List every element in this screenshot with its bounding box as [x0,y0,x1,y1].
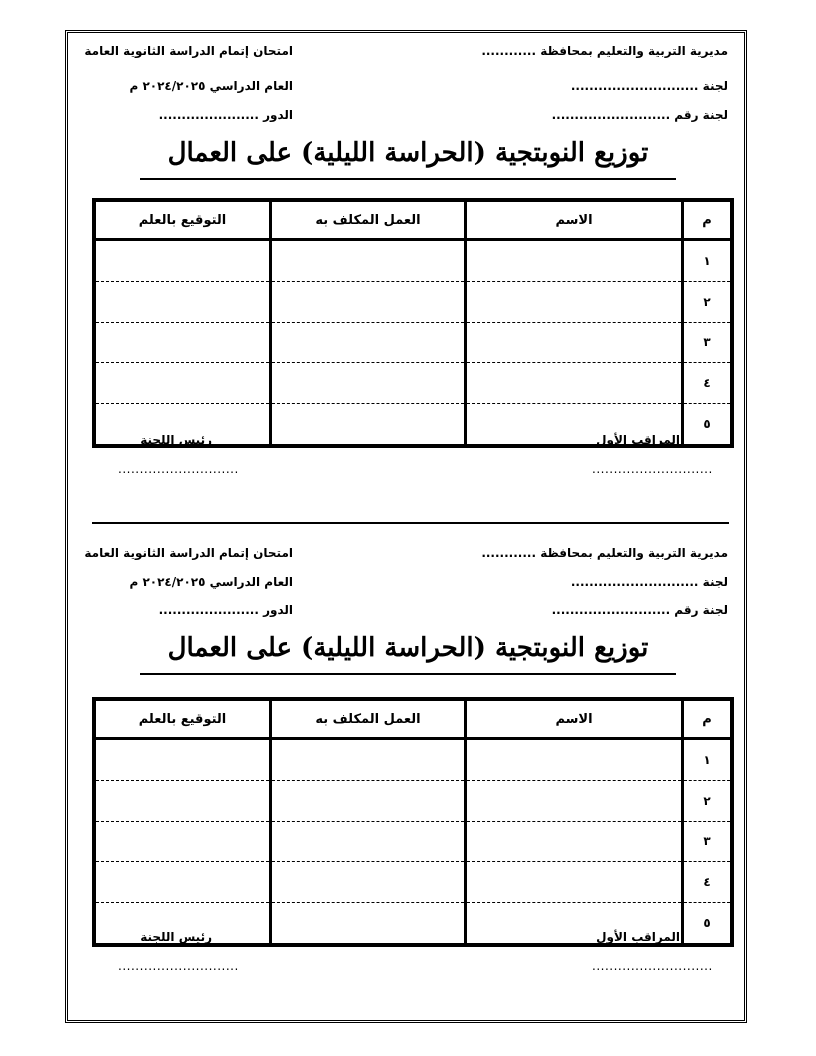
work-cell[interactable] [271,902,466,945]
committee-head-signature-line[interactable]: ............................ [118,959,239,973]
name-cell[interactable] [466,240,683,282]
signature-cell[interactable] [94,862,271,903]
committee-number-label: لجنة رقم .......................... [551,603,728,617]
table-row [94,240,732,282]
form-top [0,0,816,500]
work-cell[interactable] [271,862,466,903]
table-row [94,739,732,781]
col-header-name: الاسم [466,699,683,739]
work-cell[interactable] [271,281,466,322]
committee-head-label: رئيس اللجنة [140,433,212,447]
first-observer-label: المراقب الأول [596,930,680,944]
work-cell[interactable] [271,403,466,446]
exam-label: امتحان إتمام الدراسة الثانوية العامة [84,546,293,560]
work-cell[interactable] [271,363,466,404]
first-observer-signature-line[interactable]: ............................ [592,462,713,476]
form-title: توزيع النوبتجية (الحراسة الليلية) على العمال [167,633,649,663]
shift-table [92,697,734,947]
col-header-number: م [683,200,733,240]
name-cell[interactable] [466,739,683,781]
exam-label: امتحان إتمام الدراسة الثانوية العامة [84,44,293,58]
row-number: ٣ [683,821,733,862]
row-number: ٢ [683,281,733,322]
row-number: ٤ [683,363,733,404]
form-bottom [0,502,816,1002]
title-underline [140,178,676,180]
table-row [94,780,732,821]
committee-label: لجنة ............................ [570,575,728,589]
table-row [94,821,732,862]
row-number: ٢ [683,780,733,821]
row-number: ١ [683,240,733,282]
table-row [94,322,732,363]
row-number: ٥ [683,902,733,945]
signature-cell[interactable] [94,780,271,821]
work-cell[interactable] [271,240,466,282]
signature-cell[interactable] [94,821,271,862]
col-header-assigned-work: العمل المكلف به [271,200,466,240]
committee-head-label: رئيس اللجنة [140,930,212,944]
col-header-assigned-work: العمل المكلف به [271,699,466,739]
row-number: ٤ [683,862,733,903]
name-cell[interactable] [466,363,683,404]
first-observer-label: المراقب الأول [596,433,680,447]
col-header-name: الاسم [466,200,683,240]
row-number: ٣ [683,322,733,363]
row-number: ٥ [683,403,733,446]
form-title: توزيع النوبتجية (الحراسة الليلية) على العمال [167,138,649,168]
name-cell[interactable] [466,862,683,903]
row-number: ١ [683,739,733,781]
directorate-label: مديرية التربية والتعليم بمحافظة ............ [481,44,728,58]
academic-year-label: العام الدراسي ٢٠٢٤/٢٠٢٥ م [129,575,293,589]
col-header-signature: التوقيع بالعلم [94,699,271,739]
committee-head-signature-line[interactable]: ............................ [118,462,239,476]
work-cell[interactable] [271,780,466,821]
name-cell[interactable] [466,281,683,322]
academic-year-label: العام الدراسي ٢٠٢٤/٢٠٢٥ م [129,79,293,93]
table-row [94,862,732,903]
shift-table [92,198,734,448]
first-observer-signature-line[interactable]: ............................ [592,959,713,973]
name-cell[interactable] [466,322,683,363]
table-row [94,281,732,322]
committee-label: لجنة ............................ [570,79,728,93]
work-cell[interactable] [271,821,466,862]
signature-cell[interactable] [94,240,271,282]
col-header-signature: التوقيع بالعلم [94,200,271,240]
name-cell[interactable] [466,821,683,862]
signature-cell[interactable] [94,322,271,363]
col-header-number: م [683,699,733,739]
directorate-label: مديرية التربية والتعليم بمحافظة ............ [481,546,728,560]
signature-cell[interactable] [94,739,271,781]
table-header-row [94,200,732,240]
name-cell[interactable] [466,780,683,821]
committee-number-label: لجنة رقم .......................... [551,108,728,122]
table-header-row [94,699,732,739]
table-row [94,363,732,404]
signature-cell[interactable] [94,363,271,404]
title-underline [140,673,676,675]
work-cell[interactable] [271,739,466,781]
work-cell[interactable] [271,322,466,363]
round-label: الدور ...................... [158,108,293,122]
signature-cell[interactable] [94,281,271,322]
round-label: الدور ...................... [158,603,293,617]
